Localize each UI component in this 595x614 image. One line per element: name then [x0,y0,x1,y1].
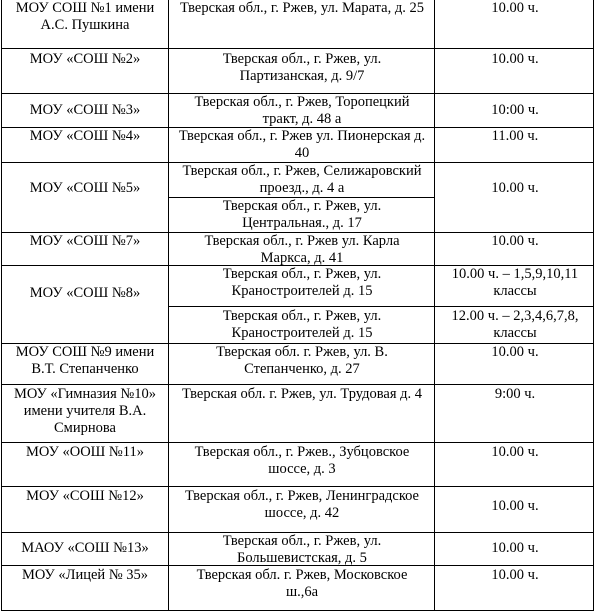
school-address: Тверская обл., г. Ржев ул. Пионерская д. 40 [178,128,426,161]
school-address: Тверская обл., г. Ржев ул. Карла Маркса, д. 41 [204,233,400,266]
school-address-secondary: Тверская обл., г. Ржев, ул. Центральная., д. 17 [222,198,382,231]
school-name: МОУ «СОШ №4» [29,128,141,144]
school-address: Тверская обл., г. Ржев, ул. Марата, д. 25 [179,0,424,16]
school-name: МОУ «СОШ №12» [26,488,144,504]
school-name: МОУ «ООШ №11» [26,444,144,460]
school-address: Тверская обл., г. Ржев, Селижаровский проезд., д. 4 а [182,163,422,196]
school-address-secondary: Тверская обл., г. Ржев, ул. Краностроителей д. 15 [222,308,382,341]
school-address: Тверская обл., г. Ржев, ул. Партизанская, д. 9/7 [222,51,382,84]
school-name: МОУ «Гимназия №10» имени учителя В.А. Смирнова [13,386,157,436]
table-border-left [1,0,2,611]
row-divider [1,384,594,385]
school-name: МОУ СОШ №9 имени В.Т. Степанченко [15,344,155,377]
start-time: 10.00 ч. [491,567,539,583]
table-border-bottom [1,610,594,611]
school-address: Тверская обл., г. Ржев., Зубцовское шоссе, д. 3 [194,444,410,477]
school-address: Тверская обл. г. Ржев, ул. Трудовая д. 4 [181,386,422,402]
school-name: МОУ «СОШ №8» [29,285,141,301]
start-time: 10.00 ч. [491,51,539,67]
row-divider [1,442,594,443]
school-address: Тверская обл., г. Ржев, ул. Большевистская, д. 5 [222,533,382,566]
school-address: Тверская обл., г. Ржев, ул. Краностроителей д. 15 [222,266,382,299]
start-time: 10.00 ч. [491,540,539,556]
school-address: Тверская обл., г. Ржев, Ленинградское шоссе, д. 42 [184,488,419,521]
school-address: Тверская обл. г. Ржев, ул. В. Степанченко, д. 27 [216,344,388,377]
row-divider [1,48,594,49]
start-time: 9:00 ч. [494,386,536,402]
row-divider [1,486,594,487]
start-time: 10.00 ч. [491,233,539,249]
school-name: МОУ «СОШ №3» [29,102,141,118]
start-time: 10:00 ч. [491,102,539,118]
school-address: Тверская обл., г. Ржев, Торопецкий тракт, д. 48 а [194,94,410,127]
school-name: МАОУ «СОШ №13» [21,540,149,556]
start-time: 10.00 ч. [491,344,539,360]
start-time: 11.00 ч. [491,128,539,144]
school-name: МОУ «СОШ №2» [29,51,141,67]
school-name: МОУ СОШ №1 имени А.С. Пушкина [15,0,155,33]
start-time-secondary: 12.00 ч. – 2,3,4,6,7,8, классы [451,308,579,341]
school-name: МОУ «СОШ №5» [29,180,141,196]
school-address: Тверская обл. г. Ржев, Московское ш.,6а [196,567,408,600]
start-time: 10.00 ч. [491,444,539,460]
subrow-divider [168,306,594,307]
start-time: 10.00 ч. [491,498,539,514]
start-time: 10.00 ч. [491,0,539,16]
school-name: МОУ «СОШ №7» [29,233,141,249]
start-time: 10.00 ч. – 1,5,9,10,11 классы [451,266,579,299]
start-time: 10.00 ч. [491,180,539,196]
school-name: МОУ «Лицей № 35» [21,567,149,583]
